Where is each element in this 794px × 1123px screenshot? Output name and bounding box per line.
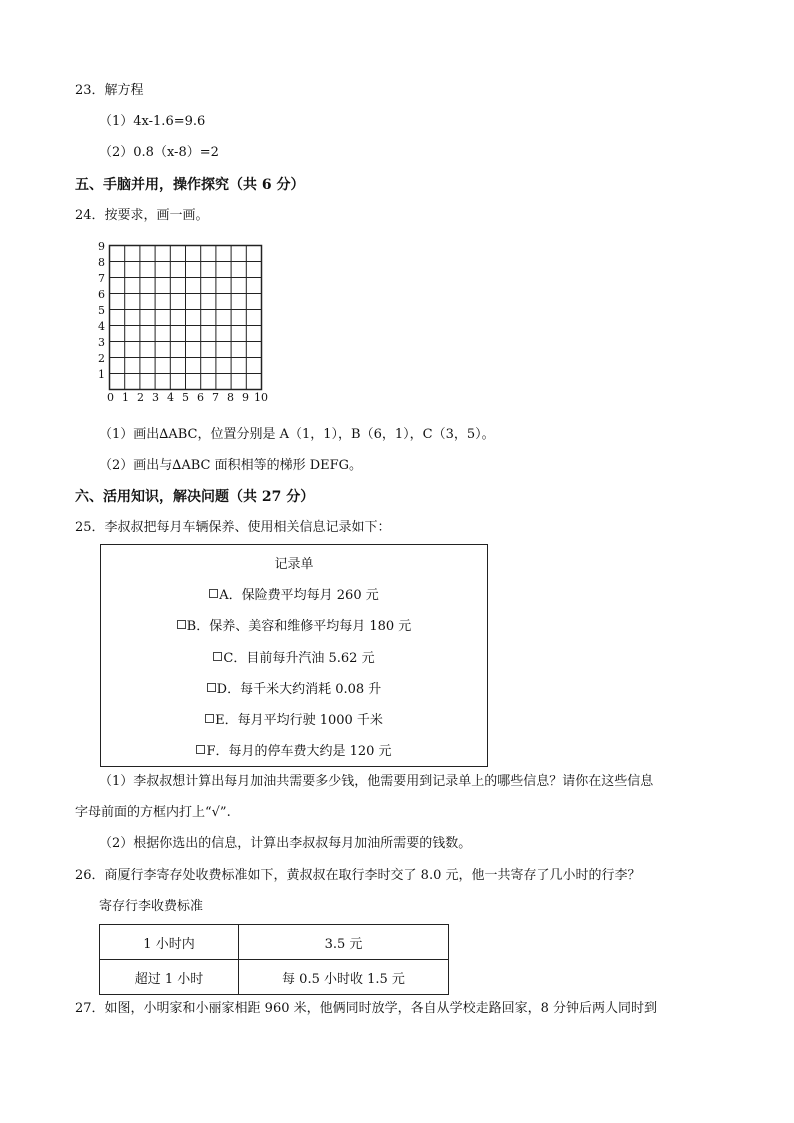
y-label: 1 (98, 368, 105, 381)
record-item-a: A．保险费平均每月 260 元 (101, 584, 487, 603)
fee-table (99, 924, 449, 995)
checkbox-c[interactable] (213, 652, 222, 661)
q24-title: 24．按要求，画一画。 (75, 208, 209, 223)
x-label: 7 (212, 391, 219, 404)
q25-part2: （2）根据你选出的信息，计算出李叔叔每月加油所需要的钱数。 (99, 836, 472, 851)
x-label: 0 (107, 391, 114, 404)
q25-title: 25．李叔叔把每月车辆保养、使用相关信息记录如下： (75, 520, 391, 535)
grid-svg (94, 240, 274, 410)
table-row (100, 960, 449, 995)
q24-part2: （2）画出与∆ABC 面积相等的梯形 DEFG。 (99, 458, 363, 473)
y-label: 8 (98, 256, 105, 269)
record-item-e: E．每月平均行驶 1000 千米 (101, 709, 487, 728)
x-label: 9 (242, 391, 249, 404)
y-label: 9 (98, 240, 105, 253)
q25-part1-line1: （1）李叔叔想计算出每月加油共需要多少钱，他需要用到记录单上的哪些信息？请你在这些信息 (99, 774, 654, 789)
checkbox-a[interactable] (209, 589, 218, 598)
x-label: 6 (197, 391, 204, 404)
q27-title: 27．如图，小明家和小丽家相距 960 米，他俩同时放学，各自从学校走路回家，8 分钟后两人同时到 (75, 1001, 658, 1016)
record-title: 记录单 (274, 557, 314, 572)
x-label: 4 (167, 391, 174, 404)
x-label: 3 (152, 391, 159, 404)
x-label: 5 (182, 391, 189, 404)
record-card (100, 544, 488, 767)
record-item-d: D．每千米大约消耗 0.08 升 (101, 678, 487, 697)
checkbox-b[interactable] (177, 620, 186, 629)
checkbox-d[interactable] (207, 683, 216, 692)
section5-heading: 五、手脑并用，操作探究（共 6 分） (75, 177, 305, 193)
checkbox-e[interactable] (205, 714, 214, 723)
record-item-c: C．目前每升汽油 5.62 元 (101, 647, 487, 666)
q26-title: 26．商厦行李寄存处收费标准如下，黄叔叔在取行李时交了 8.0 元，他一共寄存了几小时的行李？ (75, 868, 641, 883)
q23-title: 23．解方程 (75, 83, 144, 98)
y-label: 5 (98, 304, 105, 317)
table-row (100, 925, 449, 960)
fee-table-caption: 寄存行李收费标准 (99, 899, 204, 914)
fee-cell: 3.5 元 (239, 925, 449, 960)
checkbox-f[interactable] (196, 745, 205, 754)
y-label: 4 (98, 320, 105, 333)
record-item-f: F．每月的停车费大约是 120 元 (101, 740, 487, 759)
x-label: 1 (122, 391, 129, 404)
y-label: 6 (98, 288, 105, 301)
y-label: 7 (98, 272, 105, 285)
q24-part1: （1）画出∆ABC，位置分别是 A（1，1），B（6，1），C（3，5）。 (99, 427, 495, 442)
q23-part2: （2）0.8（x-8）=2 (99, 145, 219, 160)
fee-cell: 每 0.5 小时收 1.5 元 (239, 960, 449, 995)
fee-cell: 超过 1 小时 (100, 960, 239, 995)
x-label: 2 (137, 391, 144, 404)
y-label: 3 (98, 336, 105, 349)
section6-heading: 六、活用知识，解决问题（共 27 分） (75, 489, 315, 505)
x-label: 8 (227, 391, 234, 404)
y-label: 2 (98, 352, 105, 365)
q23-part1: （1）4x-1.6=9.6 (99, 114, 206, 129)
coordinate-grid (94, 240, 274, 414)
q25-part1-line2: 字母前面的方框内打上“√”. (75, 805, 231, 820)
x-label: 10 (254, 391, 268, 404)
record-item-b: B．保养、美容和维修平均每月 180 元 (101, 615, 487, 634)
fee-cell: 1 小时内 (100, 925, 239, 960)
